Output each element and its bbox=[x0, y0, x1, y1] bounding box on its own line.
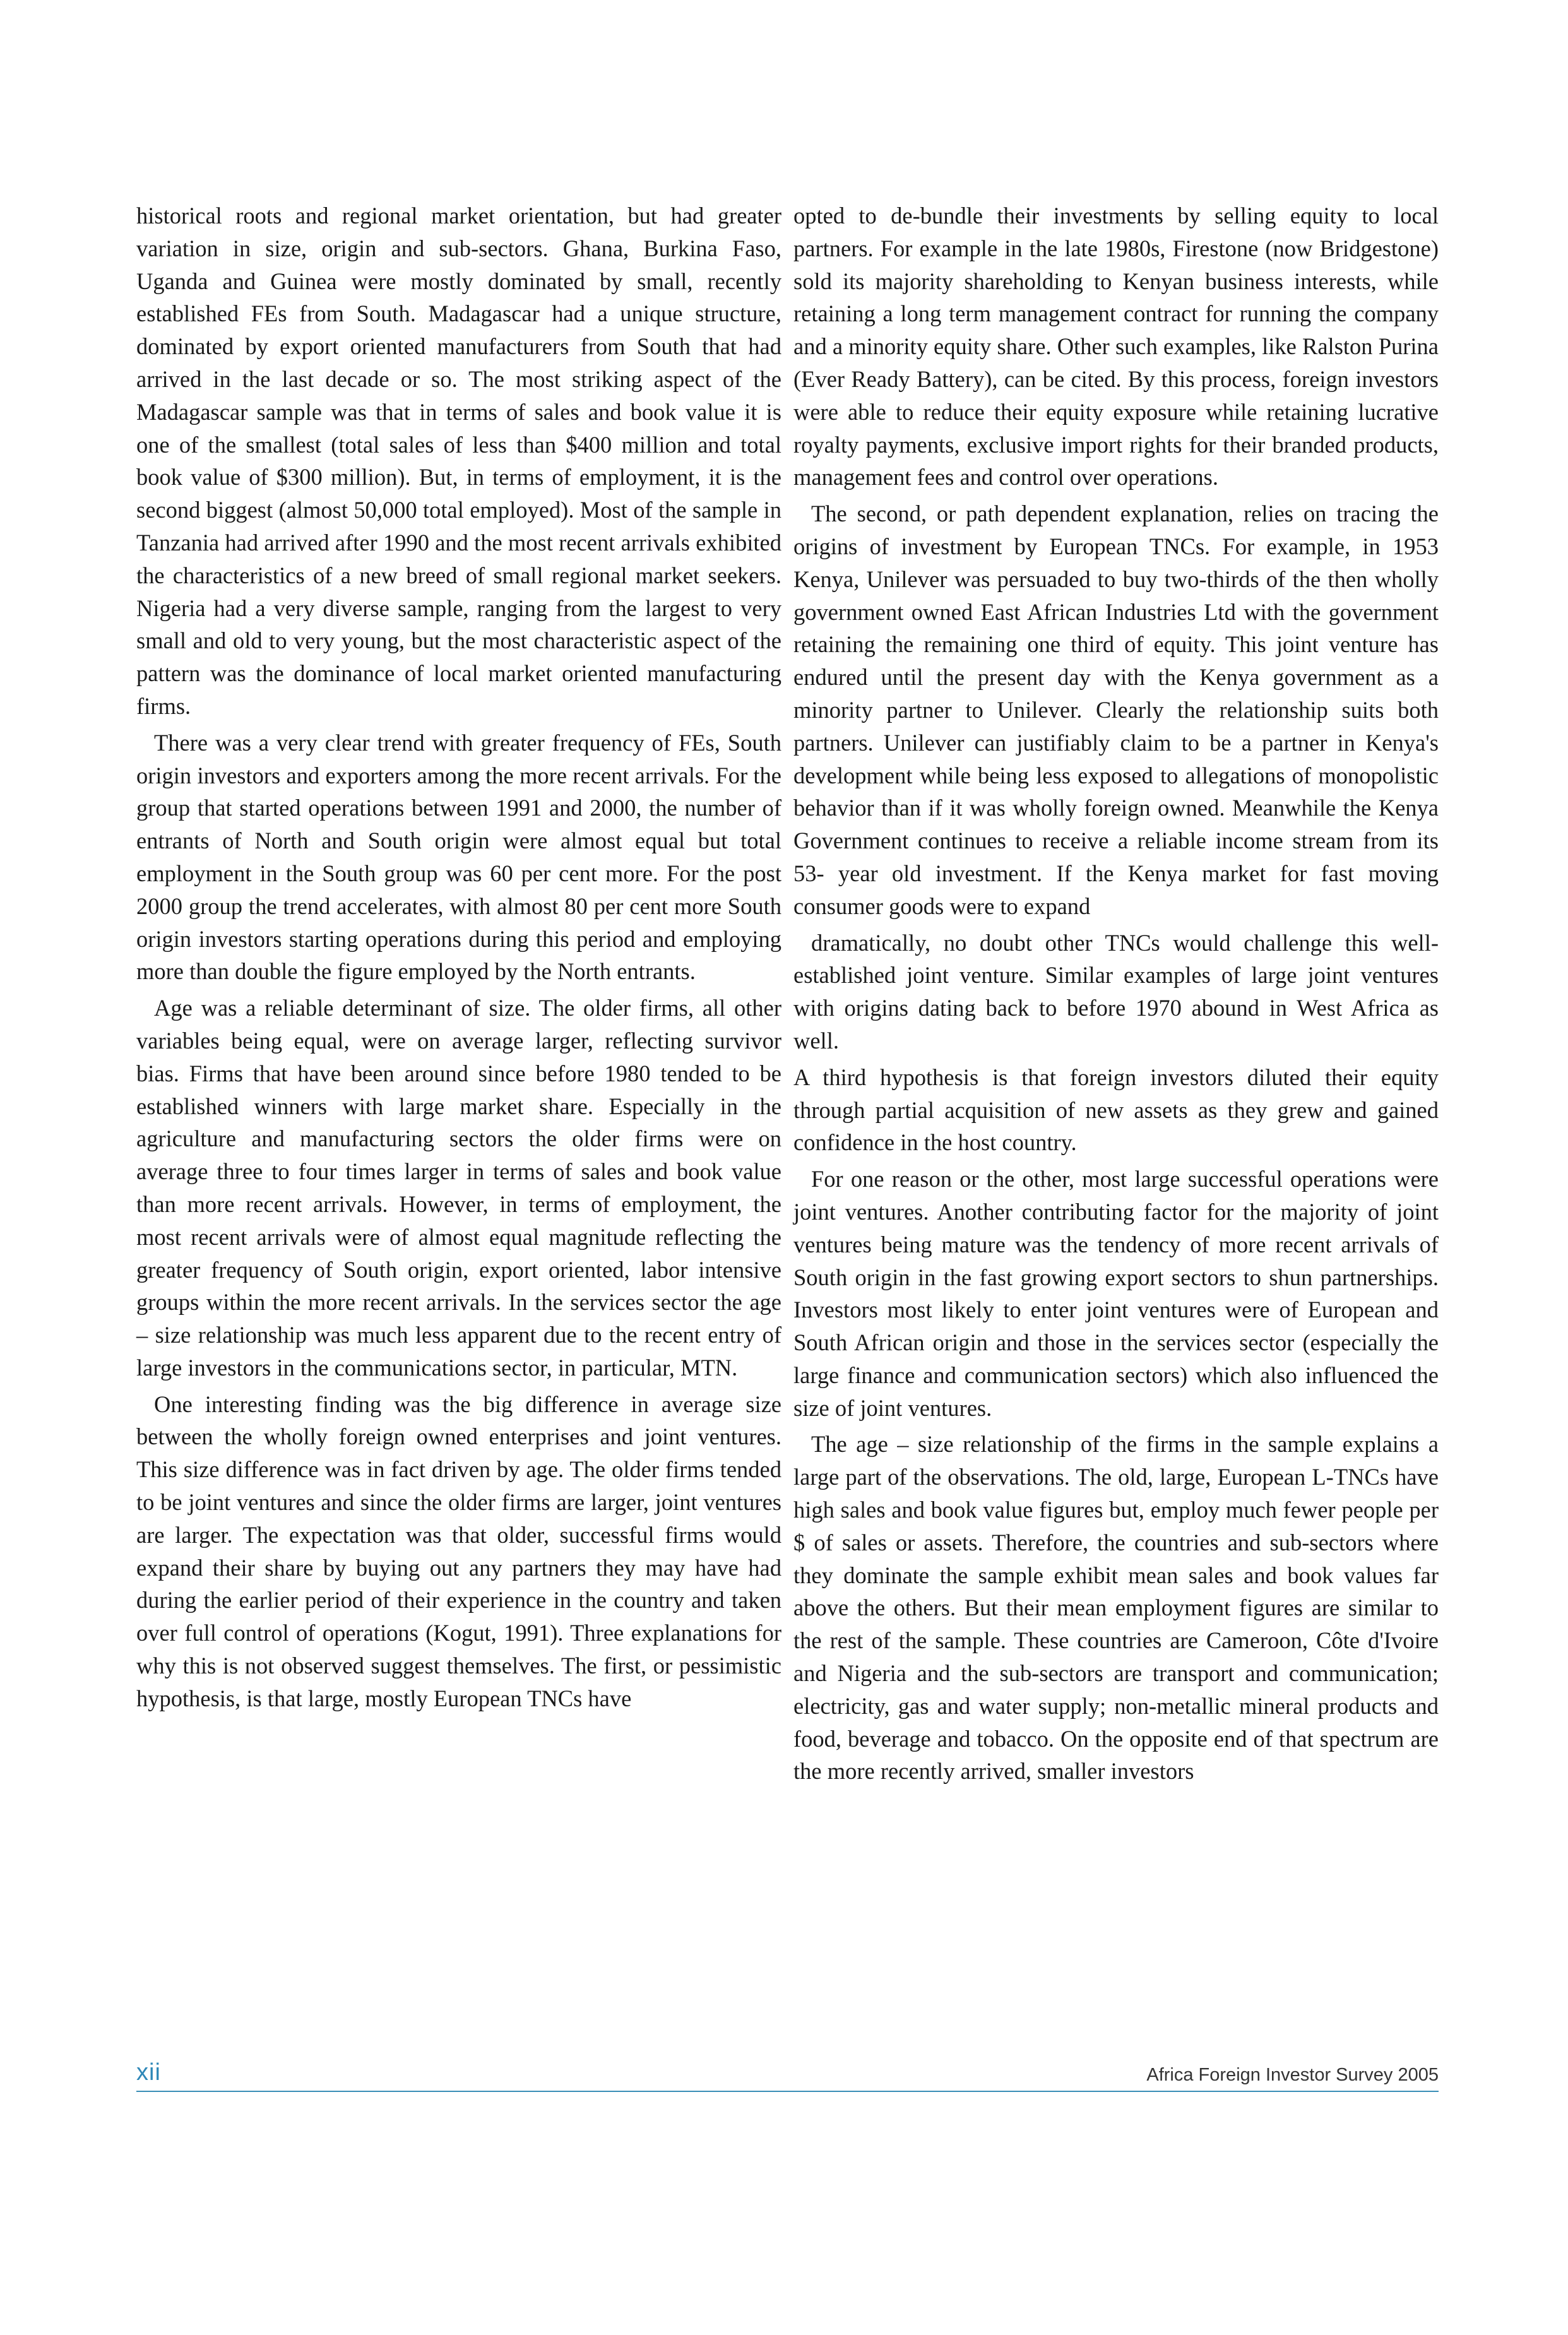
body-paragraph: For one reason or the other, most large successful operations were joint ventures. Another contributing factor for the majority of joint ventures being mature was the tendency of more recent arrivals of South origin in the fast growing export sectors to shun partnerships. Investors most likely to enter joint ventures were of European and South African origin and those in the services sector (especially the large finance and communication sectors) which also influenced the size of joint ventures. bbox=[793, 1166, 1439, 1421]
body-paragraph: A third hypothesis is that foreign investors diluted their equity through partial acquisition of new assets as they grew and gained confidence in the host country. bbox=[793, 1064, 1439, 1156]
footer-divider bbox=[136, 2091, 1439, 2092]
body-paragraph: There was a very clear trend with greater frequency of FEs, South origin investors and exporters among the more recent arrivals. For the group that started operations between 1991 and 2000, the number of entrants of North and South origin were almost equal but total employment in the South group was 60 per cent more. For the post 2000 group the trend accelerates, with almost 80 per cent more South origin investors starting operations during this period and employing more than double the figure employed by the North entrants. bbox=[136, 729, 781, 985]
page-number: xii bbox=[136, 2059, 161, 2086]
body-paragraph: The age – size relationship of the firms in the sample explains a large part of the observations. The old, large, European L-TNCs have high sales and book value figures but, employ much fewer people per $ of sales or assets. Therefore, the countries and sub-sectors where they dominate the sample exhibit mean sales and book values far above the others. But their mean employment figures are similar to the rest of the sample. These countries are Cameroon, Côte d'Ivoire and Nigeria and the sub-sectors are transport and communication; electricity, gas and water supply; non-metallic mineral products and food, beverage and tobacco. On the opposite end of that spectrum are the more recently arrived, smaller investors bbox=[793, 1431, 1439, 1785]
left-column bbox=[136, 199, 781, 1719]
body-paragraph: historical roots and regional market orientation, but had greater variation in size, origin and sub-sectors. Ghana, Burkina Faso, Uganda and Guinea were mostly dominated by small, recently established FEs from South. Madagascar had a unique structure, dominated by export oriented manufacturers from South that had arrived in the last decade or so. The most striking aspect of the Madagascar sample was that in terms of sales and book value it is one of the smallest (total sales of less than $400 million and total book value of $300 million). But, in terms of employment, it is the second biggest (almost 50,000 total employed). Most of the sample in Tanzania had arrived after 1990 and the most recent arrivals exhibited the characteristics of a new breed of small regional market seekers. Nigeria had a very diverse sample, ranging from the largest to very small and old to very young, but the most characteristic aspect of the pattern was the dominance of local market oriented manufacturing firms. bbox=[136, 203, 781, 719]
body-paragraph: dramatically, no doubt other TNCs would challenge this well-established joint venture. Similar examples of large joint ventures with origins dating back to before 1970 abound in West Africa as well. bbox=[793, 929, 1439, 1054]
right-column bbox=[793, 199, 1439, 1791]
body-paragraph: One interesting finding was the big difference in average size between the wholly foreign owned enterprises and joint ventures. This size difference was in fact driven by age. The older firms tended to be joint ventures and since the older firms are larger, joint ventures are larger. The expectation was that older, successful firms would expand their share by buying out any partners they may have had during the earlier period of their experience in the country and taken over full control of operations (Kogut, 1991). Three explanations for why this is not observed suggest themselves. The first, or pessimistic hypothesis, is that large, mostly European TNCs have bbox=[136, 1391, 781, 1711]
running-footer-title: Africa Foreign Investor Survey 2005 bbox=[1146, 2065, 1439, 2085]
body-paragraph: The second, or path dependent explanation, relies on tracing the origins of investment by European TNCs. For example, in 1953 Kenya, Unilever was persuaded to buy two-thirds of the then wholly government owned East African Industries Ltd with the government retaining the remaining one third of equity. This joint venture has endured until the present day with the Kenya government as a minority partner to Unilever. Clearly the relationship suits both partners. Unilever can justifiably claim to be a partner in Kenya's development while being less exposed to allegations of monopolistic behavior than if it was wholly foreign owned. Meanwhile the Kenya Government continues to receive a reliable income stream from its 53- year old investment. If the Kenya market for fast moving consumer goods were to expand bbox=[793, 501, 1439, 919]
body-paragraph: opted to de-bundle their investments by selling equity to local partners. For example in the late 1980s, Firestone (now Bridgestone) sold its majority shareholding to Kenyan business interests, while retaining a long term management contract for running the company and a minority equity share. Other such examples, like Ralston Purina (Ever Ready Battery), can be cited. By this process, foreign investors were able to reduce their equity exposure while retaining lucrative royalty payments, exclusive import rights for their branded products, management fees and control over operations. bbox=[793, 203, 1439, 490]
body-paragraph: Age was a reliable determinant of size. The older firms, all other variables being equal, were on average larger, reflecting survivor bias. Firms that have been around since before 1980 tended to be established winners with large market share. Especially in the agriculture and manufacturing sectors the older firms were on average three to four times larger in terms of sales and book value than more recent arrivals. However, in terms of employment, the most recent arrivals were of almost equal magnitude reflecting the greater frequency of South origin, export oriented, labor intensive groups within the more recent arrivals. In the services sector the age – size relationship was much less apparent due to the recent entry of large investors in the communications sector, in particular, MTN. bbox=[136, 995, 781, 1381]
